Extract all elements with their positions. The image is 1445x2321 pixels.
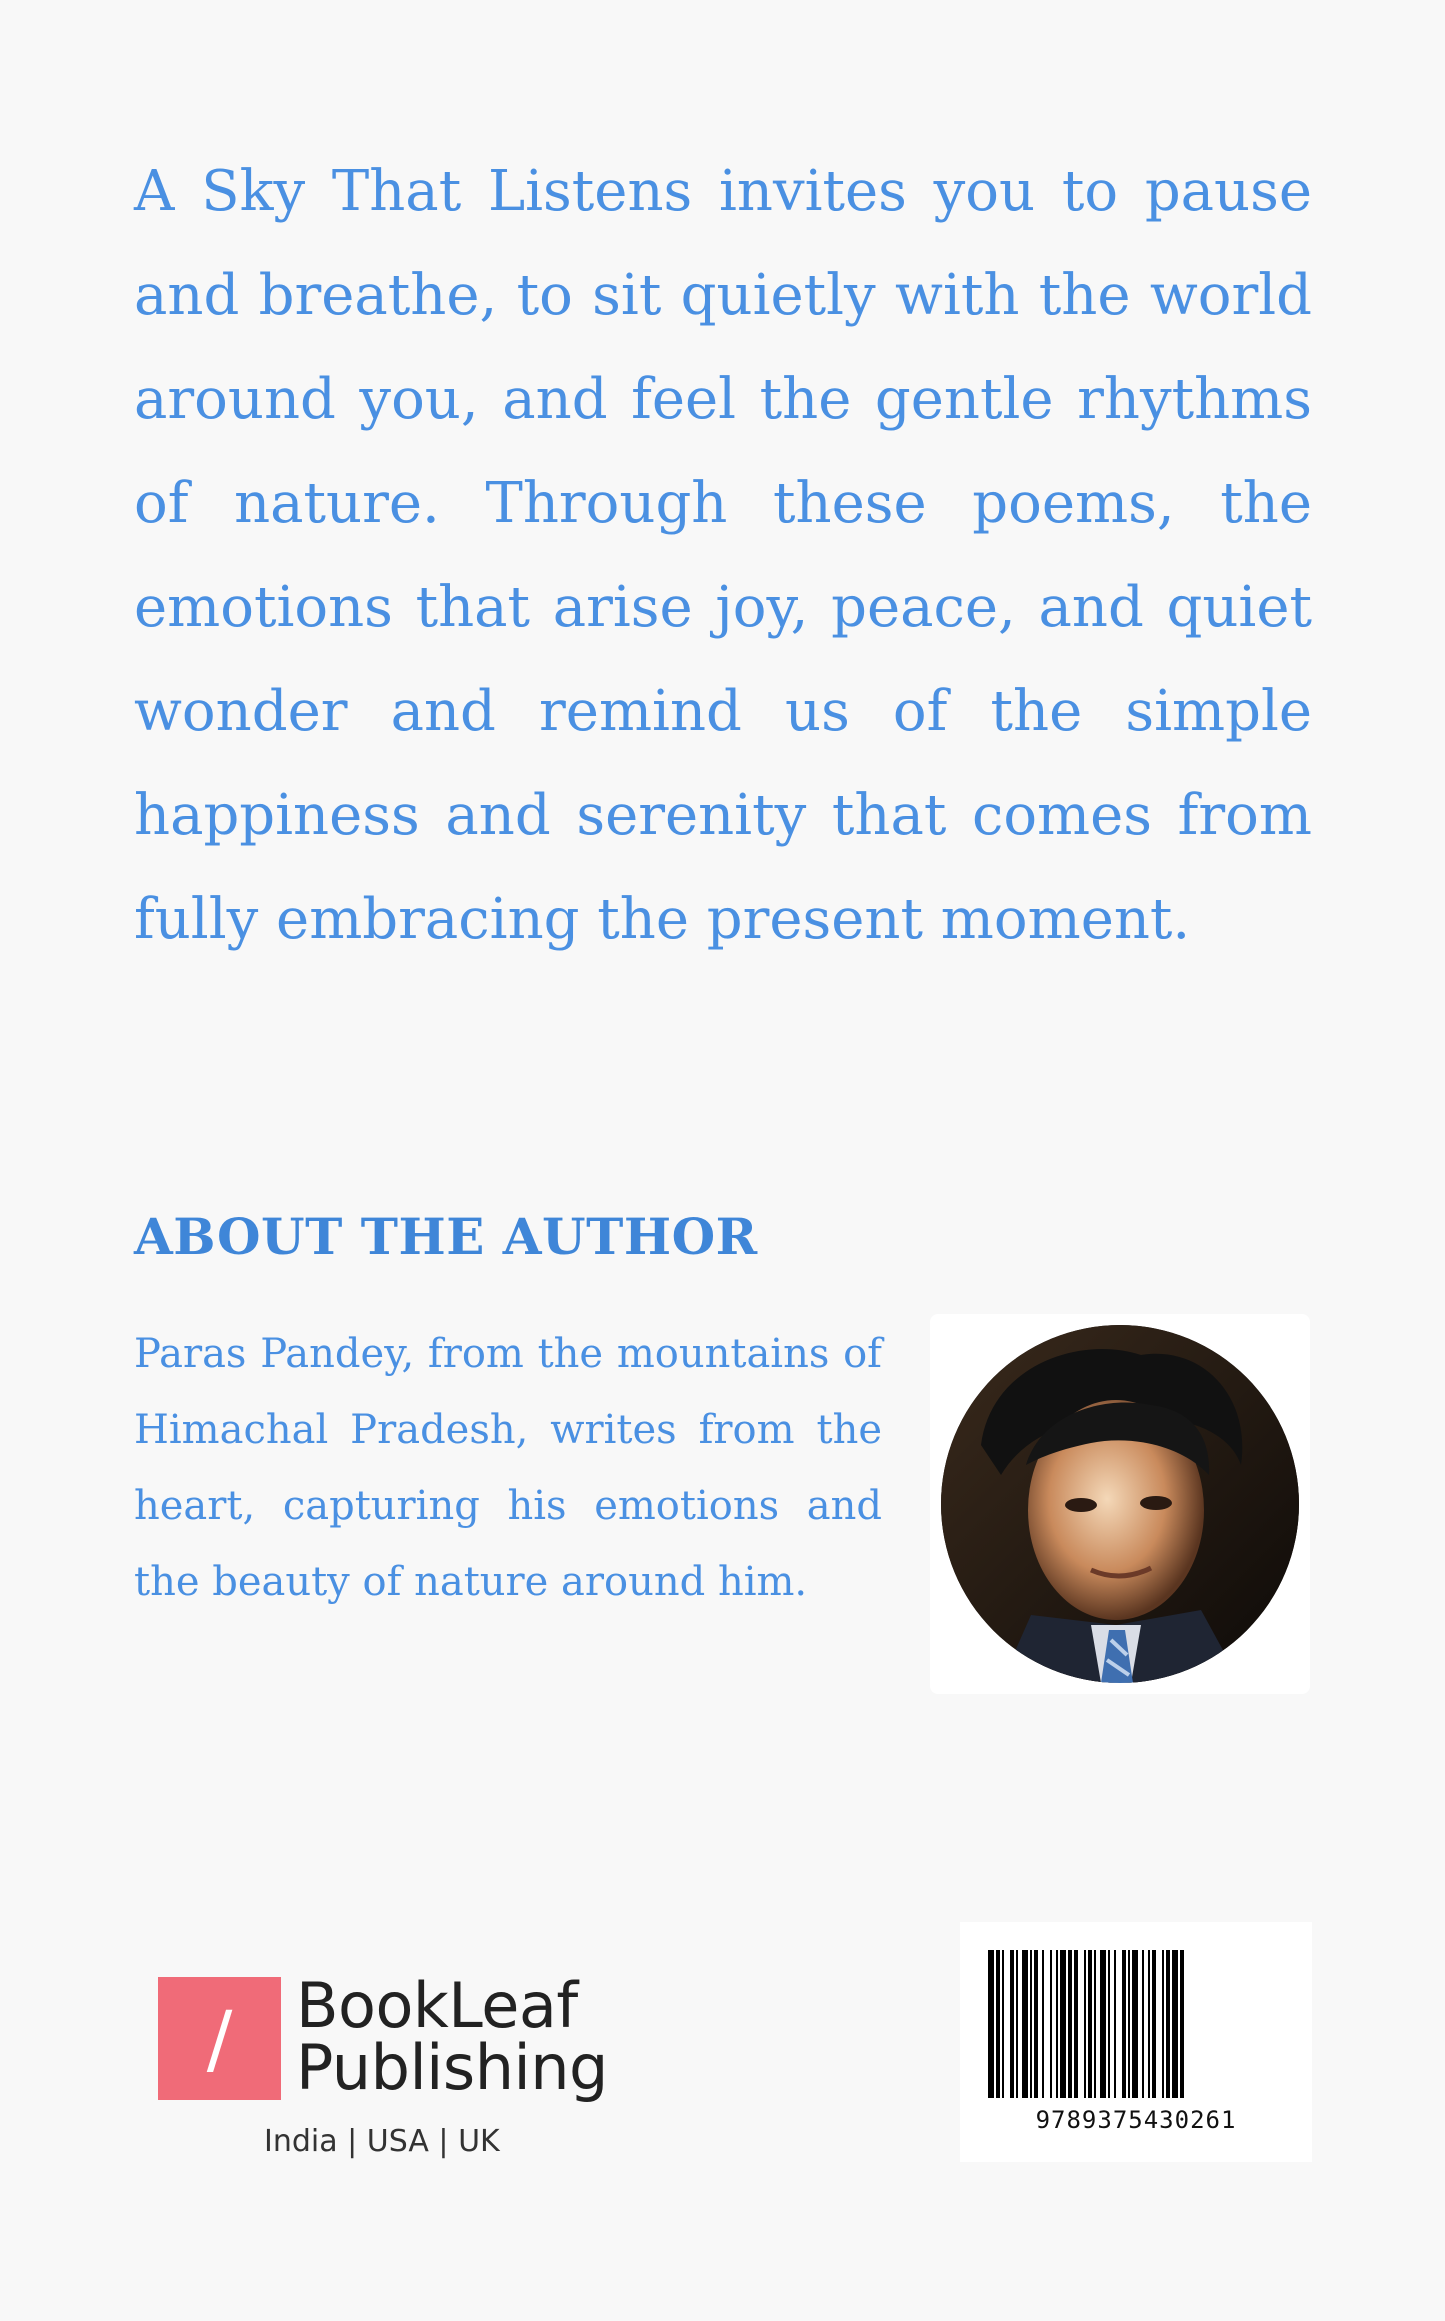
barcode-bar (1088, 1950, 1092, 2098)
barcode-bar (1162, 1950, 1164, 2098)
publisher-name-line2: Publishing (296, 2031, 608, 2104)
publisher-logo (158, 1969, 618, 2164)
barcode-bar (1042, 1950, 1044, 2098)
barcode-bar (1010, 1950, 1014, 2098)
barcode-bar (1034, 1950, 1038, 2098)
barcode-bar (1132, 1950, 1138, 2098)
barcode-bar (996, 1950, 1000, 2098)
barcode-bar (1148, 1950, 1150, 2098)
author-photo-card (930, 1314, 1310, 1694)
barcode-bar (1060, 1950, 1066, 2098)
barcode-bar (1108, 1950, 1110, 2098)
barcode-bar (1166, 1950, 1170, 2098)
barcode-bar (1056, 1950, 1058, 2098)
publisher-slash-mark: / (158, 1977, 281, 2100)
barcode-bar (1022, 1950, 1028, 2098)
publisher-name-line1: BookLeaf (296, 1969, 578, 2042)
barcode-bar (1050, 1950, 1052, 2098)
isbn-barcode (988, 1950, 1284, 2098)
barcode-bar (1128, 1950, 1130, 2098)
barcode-bar (1100, 1950, 1106, 2098)
barcode-bar (1172, 1950, 1178, 2098)
barcode-bar (1002, 1950, 1004, 2098)
barcode-bar (1074, 1950, 1078, 2098)
author-photo (941, 1325, 1299, 1683)
barcode-bar (1030, 1950, 1032, 2098)
barcode-bar (1142, 1950, 1144, 2098)
barcode-bar (1084, 1950, 1086, 2098)
barcode-bar (1122, 1950, 1126, 2098)
barcode-bar (1094, 1950, 1096, 2098)
barcode-bar (988, 1950, 994, 2098)
barcode-bar (1114, 1950, 1116, 2098)
author-bio: Paras Pandey, from the mountains of Himachal Pradesh, writes from the heart, capturing his emotions and the beauty of nature around him. (134, 1331, 882, 1605)
author-portrait-illustration (941, 1325, 1299, 1683)
about-author-heading: ABOUT THE AUTHOR (134, 1207, 758, 1266)
publisher-regions: India | USA | UK (264, 2124, 500, 2159)
barcode-bar (1152, 1950, 1156, 2098)
barcode-card (960, 1922, 1312, 2162)
barcode-bar (1016, 1950, 1018, 2098)
barcode-bar (1068, 1950, 1072, 2098)
isbn-number: 9789375430261 (1035, 2106, 1237, 2134)
back-cover-blurb: A Sky That Listens invites you to pause and breathe, to sit quietly with the world around you, and feel the gentle rhythms of nature. Through these poems, the emotions that arise joy, peace, and quiet wonder and remind us of the simple happiness and serenity that comes from fully embracing the present moment. (134, 159, 1312, 952)
barcode-bar (1180, 1950, 1184, 2098)
